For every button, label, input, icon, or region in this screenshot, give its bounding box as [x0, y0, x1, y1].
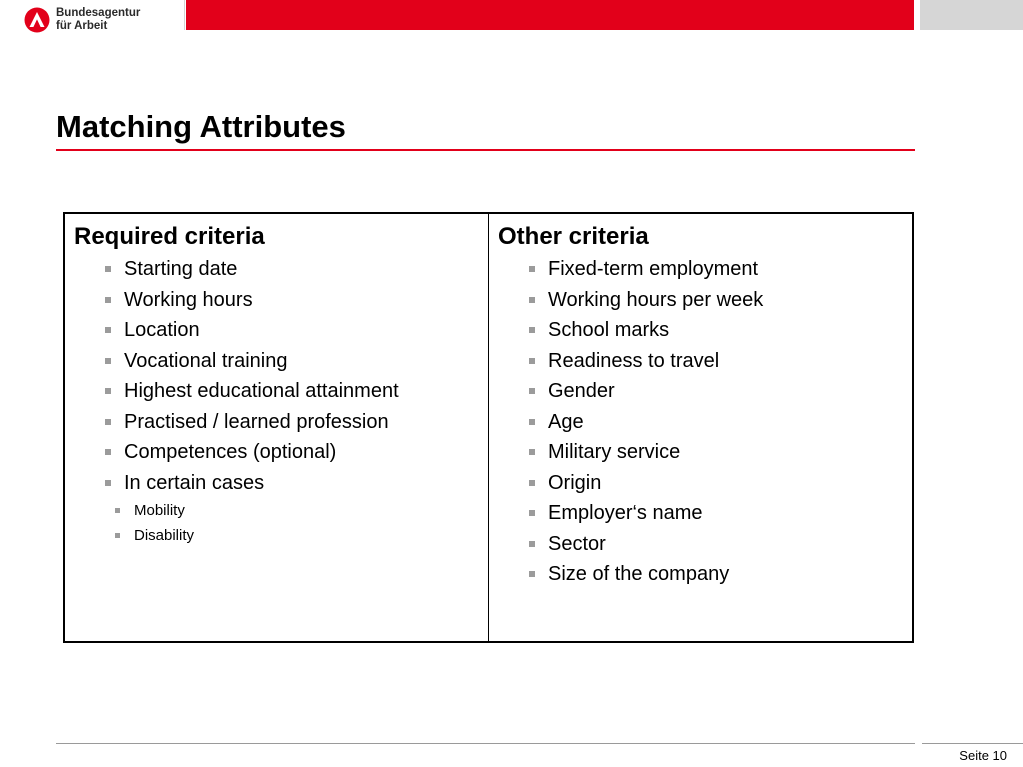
header-grey-bar: [920, 0, 1023, 30]
sub-list-item: Mobility: [134, 498, 488, 523]
page-number: Seite 10: [959, 748, 1007, 763]
list-item: Starting date: [124, 254, 488, 285]
list-item: Working hours: [124, 285, 488, 316]
header-divider: [184, 0, 185, 30]
required-criteria-list: [74, 254, 488, 498]
other-criteria-list: [498, 254, 912, 590]
ba-logo-mark-icon: [24, 7, 50, 33]
list-item: Competences (optional): [124, 437, 488, 468]
list-item: Readiness to travel: [548, 346, 912, 377]
list-item: Size of the company: [548, 559, 912, 590]
in-certain-cases-sublist: [74, 498, 488, 548]
list-item: Practised / learned profession: [124, 407, 488, 438]
required-criteria-column: [65, 214, 489, 641]
criteria-table: [63, 212, 914, 643]
list-item: Gender: [548, 376, 912, 407]
list-item: Working hours per week: [548, 285, 912, 316]
footer-rule: [56, 743, 915, 744]
header-red-bar: [186, 0, 914, 30]
logo-text: [56, 7, 140, 33]
list-item: Sector: [548, 529, 912, 560]
list-item: Military service: [548, 437, 912, 468]
other-criteria-heading: Other criteria: [498, 223, 649, 250]
page-title: Matching Attributes: [56, 109, 346, 144]
list-item: In certain cases: [124, 468, 488, 499]
list-item: Age: [548, 407, 912, 438]
title-underline: [56, 149, 915, 151]
list-item: Origin: [548, 468, 912, 499]
ba-logo: [24, 7, 174, 33]
logo-line-1: Bundesagentur: [56, 7, 141, 19]
list-item: Highest educational attainment: [124, 376, 488, 407]
list-item: Fixed-term employment: [548, 254, 912, 285]
other-criteria-column: [489, 214, 912, 641]
sub-list-item: Disability: [134, 523, 488, 548]
list-item: School marks: [548, 315, 912, 346]
required-criteria-heading: Required criteria: [74, 223, 265, 250]
logo-line-2: für Arbeit: [56, 20, 108, 32]
footer-rule-right: [922, 743, 1023, 744]
list-item: Employer‘s name: [548, 498, 912, 529]
list-item: Vocational training: [124, 346, 488, 377]
list-item: Location: [124, 315, 488, 346]
